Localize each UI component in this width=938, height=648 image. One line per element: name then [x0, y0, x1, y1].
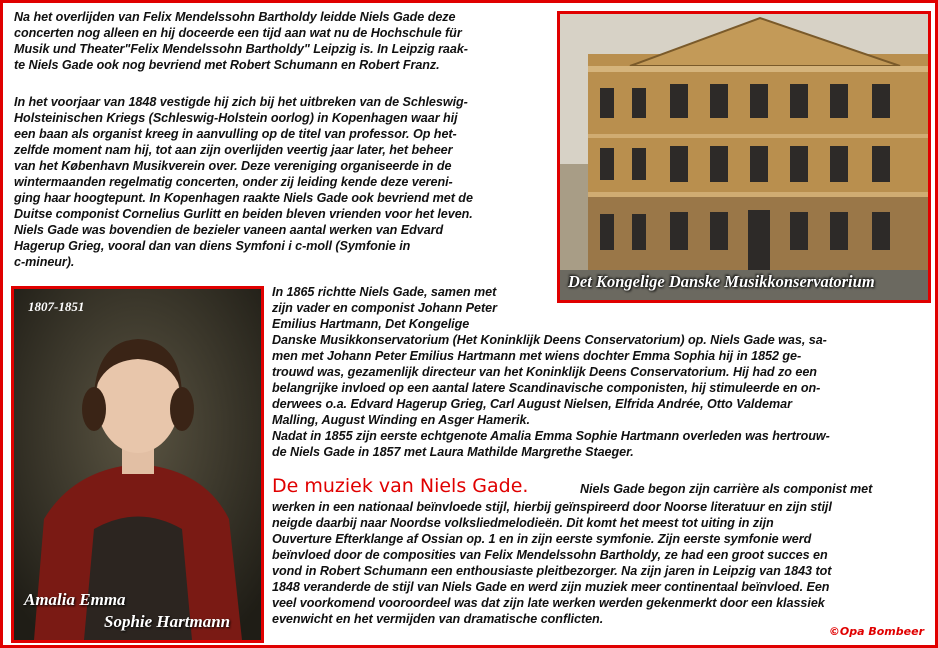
amalia-portrait — [11, 286, 264, 643]
photo-caption: Det Kongelige Danske Musikkonservatorium — [568, 272, 875, 291]
copenhagen-line: van het København Musikverein over. Deze vereniging organiseerde in de — [14, 159, 452, 173]
intro-line: Na het overlijden van Felix Mendelssohn Bartholdy leidde Niels Gade deze — [14, 10, 456, 24]
music-line: neigde daarbij naar Noordse volksliedmelodieën. Dit komt het meest tot uiting in zijn — [272, 516, 774, 530]
copenhagen-line: Duitse componist Cornelius Gurlitt en beiden bleven vrienden voor het leven. — [14, 207, 473, 221]
conservatory-line: de Niels Gade in 1857 met Laura Mathilde Margrethe Staeger. — [272, 445, 634, 459]
portrait-name-line1: Amalia Emma — [24, 590, 126, 609]
copenhagen-line: wintermaanden regelmatig concerten, onder zij leiding kende deze vereni- — [14, 175, 453, 189]
music-heading: De muziek van Niels Gade. — [272, 475, 529, 497]
conservatory-line: belangrijke invloed op een aantal latere Scandinavische componisten, hij stimuleerde en on- — [272, 381, 821, 395]
music-line: 1848 veranderde de stijl van Niels Gade en werd zijn muziek meer continentaal beïnvloed. Een — [272, 580, 830, 594]
copenhagen-line: ging haar hoogtepunt. In Kopenhagen raakte Niels Gade ook bevriend met de — [14, 191, 473, 205]
conservatory-line: Emilius Hartmann, Det Kongelige — [272, 317, 470, 331]
copenhagen-line: Holsteinischen Kriegs (Schleswig-Holstein oorlog) in Kopenhagen waar hij — [14, 111, 458, 125]
music-line: Ouverture Efterklange af Ossian op. 1 en in zijn eerste symfonie. Zijn eerste symfonie werd — [272, 532, 812, 546]
conservatory-line: zijn vader en componist Johann Peter — [272, 301, 497, 315]
conservatory-line: derwees o.a. Edvard Hagerup Grieg, Carl August Nielsen, Elfrida Andrée, Otto Valdemar — [272, 397, 792, 411]
intro-line: concerten nog alleen en hij doceerde een tijd aan wat nu de Hochschule für — [14, 26, 462, 40]
building-illustration — [560, 14, 928, 300]
copenhagen-line: In het voorjaar van 1848 vestigde hij zich bij het uitbreken van de Schleswig- — [14, 95, 468, 109]
music-line: beïnvloed door de composities van Felix Mendelssohn Bartholdy, ze had een groot succes en — [272, 548, 828, 562]
conservatory-line: Malling, August Winding en Asger Hamerik. — [272, 413, 530, 427]
conservatory-line: trouwd was, gezamenlijk directeur van het Koninklijk Deens Conservatorium. Hij had zo een — [272, 365, 817, 379]
copenhagen-line: een baan als organist kreeg in aanvulling op de titel van professor. Op het- — [14, 127, 457, 141]
intro-line: te Niels Gade ook nog bevriend met Robert Schumann en Robert Franz. — [14, 58, 440, 72]
music-line: vond in Robert Schumann een enthousiaste pleitbezorger. Na zijn jaren in Leipzig van 1843 tot — [272, 564, 832, 578]
conservatory-photo — [557, 11, 931, 303]
portrait-illustration — [14, 289, 261, 640]
copenhagen-line: Niels Gade was bovendien de bezieler vaneen aantal werken van Edvard — [14, 223, 444, 237]
conservatory-line: In 1865 richtte Niels Gade, samen met — [272, 285, 497, 299]
portrait-name-line2: Sophie Hartmann — [104, 612, 231, 631]
music-line: evenwicht en het vermijden van dramatische conflicten. — [272, 612, 604, 626]
music-line: Niels Gade begon zijn carrière als componist met — [580, 482, 873, 496]
conservatory-line: Danske Musikkonservatorium (Het Koninklijk Deens Conservatorium) op. Niels Gade was, sa- — [272, 333, 827, 347]
conservatory-line: men met Johann Peter Emilius Hartmann met wiens dochter Emma Sophia hij in 1852 ge- — [272, 349, 802, 363]
conservatory-line: Nadat in 1855 zijn eerste echtgenote Amalia Emma Sophie Hartmann overleden was hertrouw- — [272, 429, 830, 443]
music-line: werken in een nationaal beïnvloede stijl, hierbij geïnspireerd door Noorse literatuur en zijn stijl — [272, 500, 832, 514]
copenhagen-line: Hagerup Grieg, vooral dan van diens Symfoni i c-moll (Symfonie in — [14, 239, 411, 253]
copenhagen-line: zelfde moment nam hij, tot aan zijn overlijden veertig jaar later, het beheer — [14, 143, 453, 157]
copenhagen-line: c-mineur). — [14, 255, 75, 269]
portrait-dates: 1807-1851 — [28, 299, 85, 314]
music-line: veel voorkomend vooroordeel was dat zijn late werken werden gekenmerkt door een klassiek — [272, 596, 825, 610]
intro-line: Musik und Theater"Felix Mendelssohn Bartholdy" Leipzig is. In Leipzig raak- — [14, 42, 468, 56]
copyright-signature: ©Opa Bombeer — [828, 625, 924, 638]
